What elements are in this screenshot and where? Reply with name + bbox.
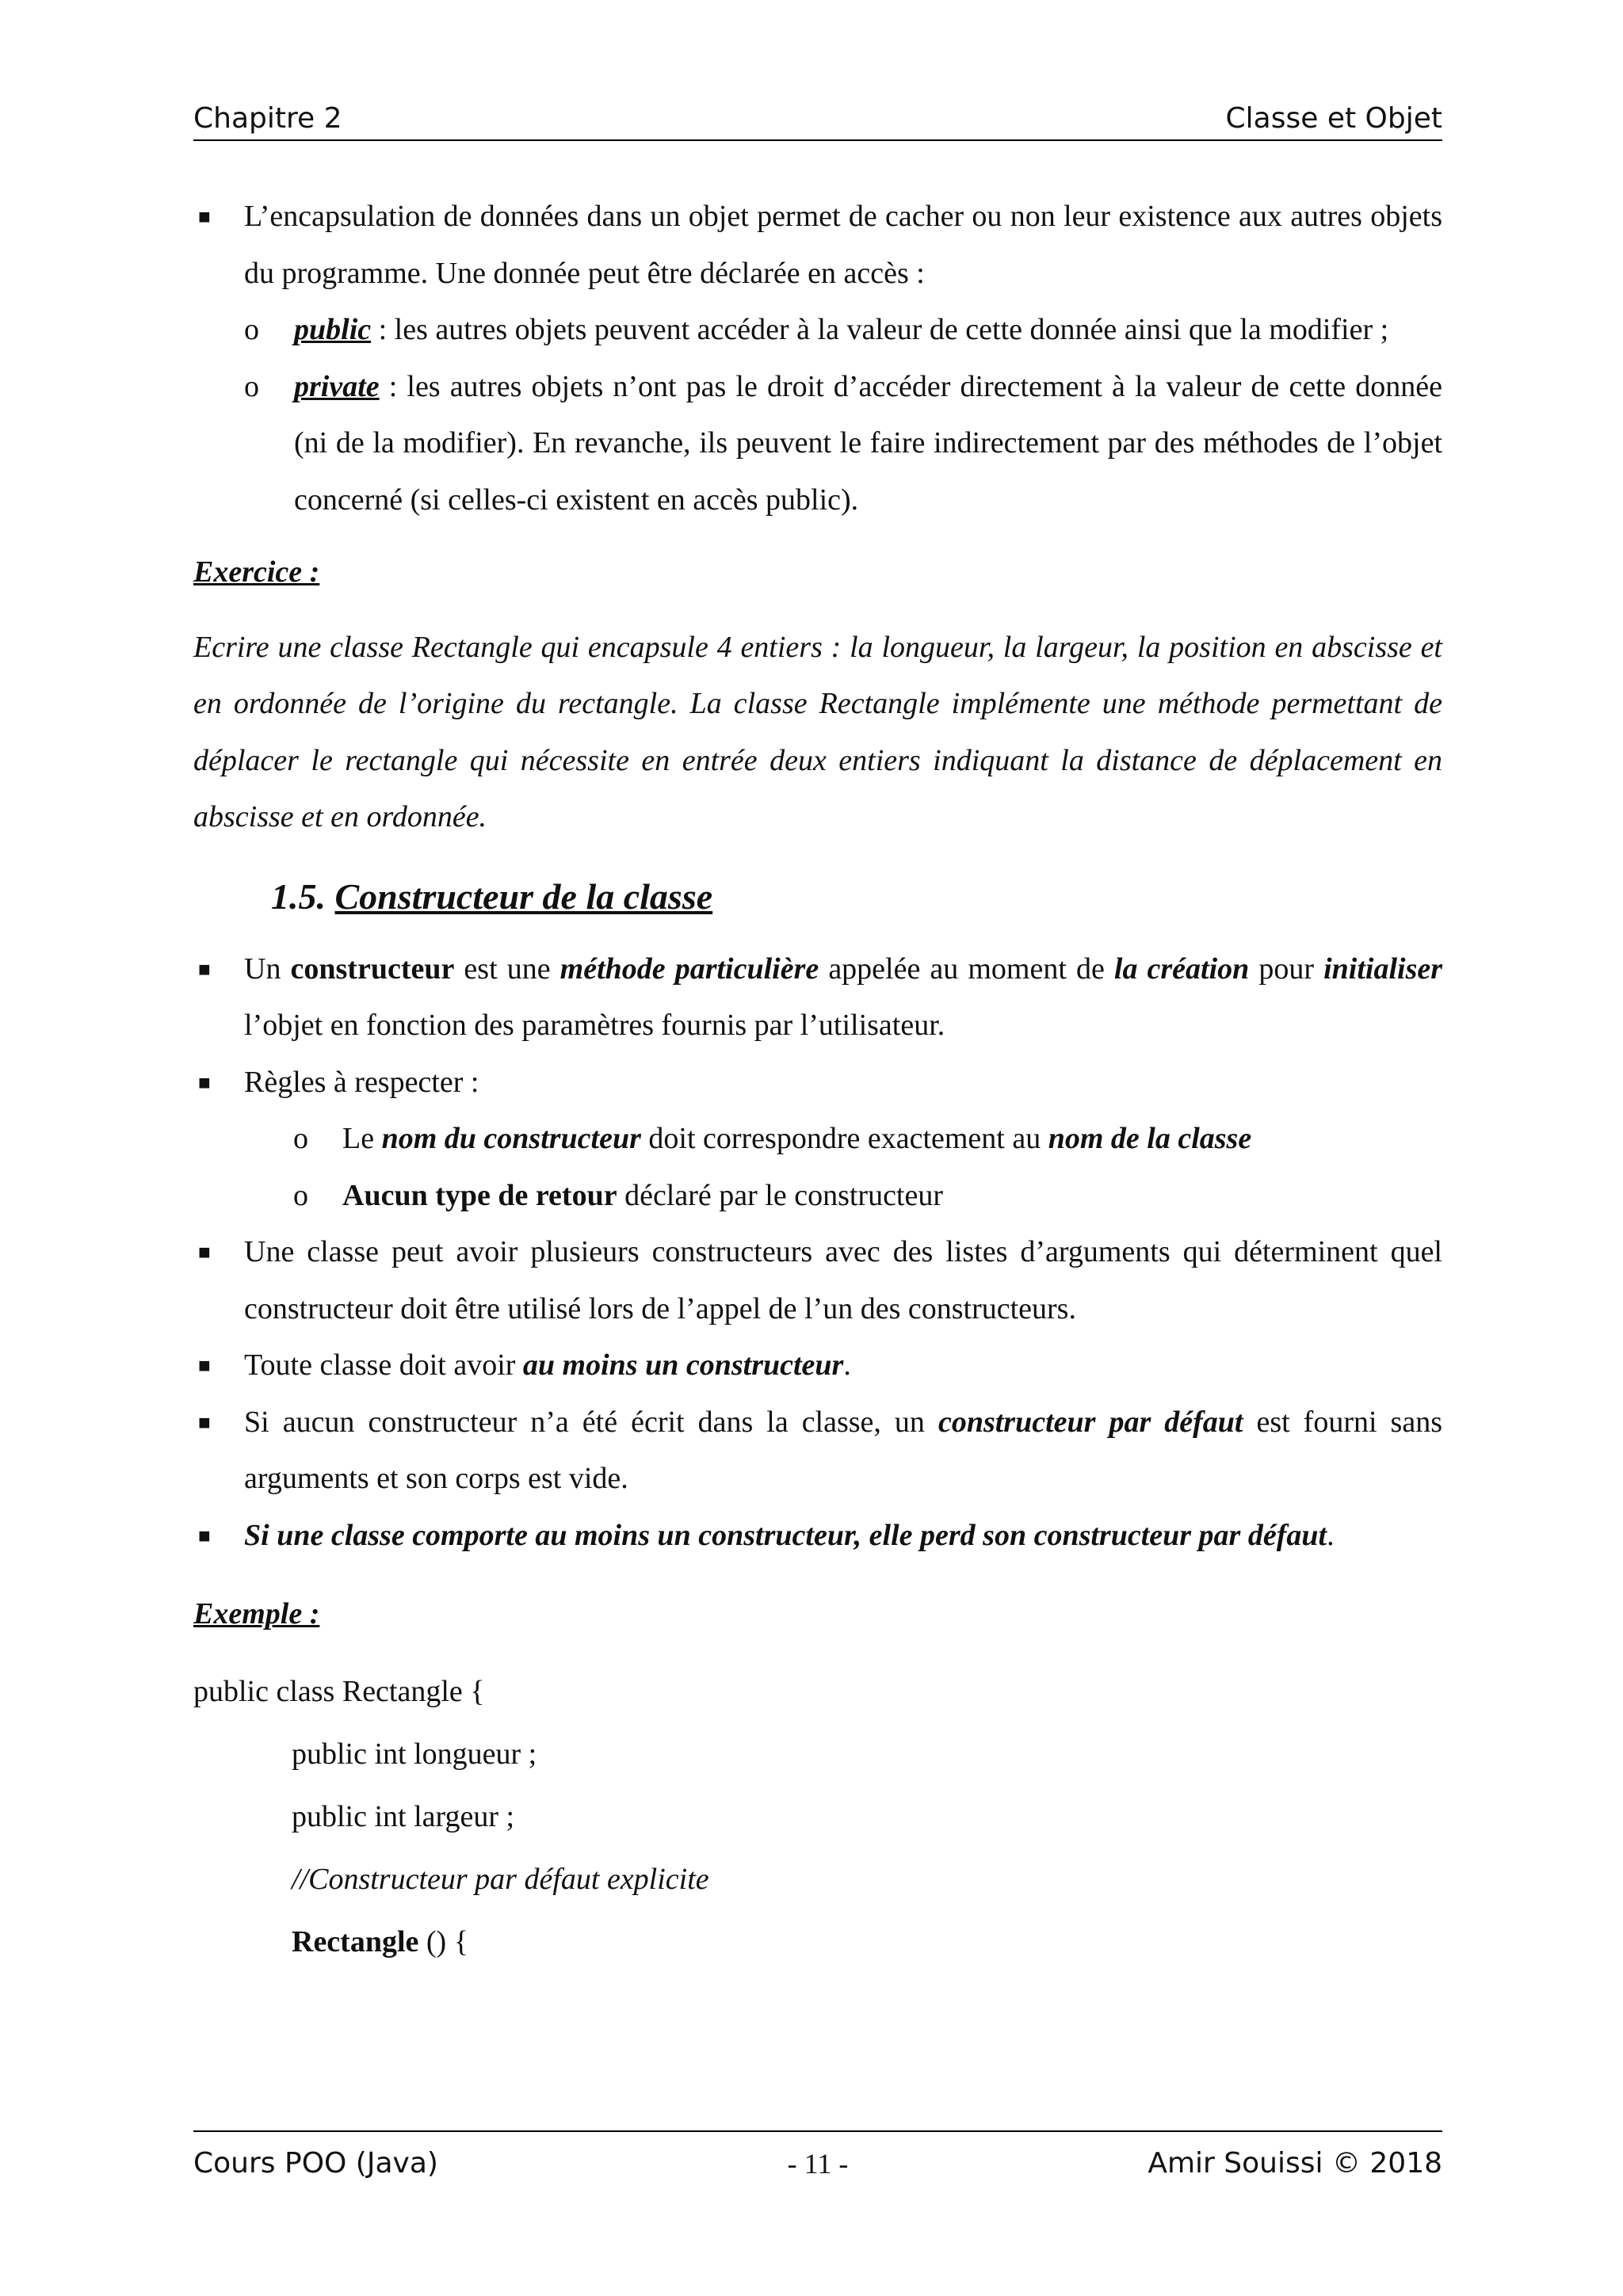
text-run: Si aucun constructeur n’a été écrit dans la classe, un [244,1405,938,1439]
page-number: - 11 - [787,2148,849,2180]
code-line: public int longueur ; [292,1737,537,1771]
square-bullet-icon: ■ [198,957,211,981]
bullet-encapsulation [193,189,1442,302]
text-run: () { [418,1924,468,1958]
bullet-multiple-constructors [193,1224,1442,1337]
text-run: Toute classe doit avoir [244,1348,523,1382]
sub-bullet-private [193,359,1442,529]
private-text: : les autres objets n’ont pas le droit d’accéder directement à la valeur de cette donnée (ni de la modifier). En revanche, ils peuvent le faire indirectement par des méthodes de l’objet concerné (si celles-ci existent en accès public). [294,369,1442,517]
sub-bullet-rule-return [193,1168,1442,1225]
text-run: pour [1249,952,1324,986]
page-header [193,98,1442,141]
code-line: public class Rectangle { [193,1674,485,1708]
square-bullet-icon: ■ [198,205,211,228]
text-run: appelée au moment de [819,952,1114,986]
text-run: Aucun type de retour [342,1178,617,1212]
circle-bullet-icon: o [293,1178,308,1212]
circle-bullet-icon: o [293,1122,308,1155]
encapsulation-text: L’encapsulation de données dans un objet permet de cacher ou non leur existence aux autres objets du programme. Une donnée peut être déclarée en accès : [244,200,1442,290]
square-bullet-icon: ■ [198,1070,211,1094]
text-run: initialiser [1323,952,1443,986]
text-run: Rectangle [292,1924,419,1958]
example-heading: Exemple : [193,1597,320,1630]
text-run: nom du constructeur [381,1122,641,1155]
section-heading [193,864,1442,930]
text-run: constructeur [290,952,455,986]
text-run: nom de la classe [1048,1122,1252,1155]
bullet-default-constructor [193,1394,1442,1508]
text-run: . [1327,1518,1335,1552]
text-run: la création [1113,952,1250,986]
code-line: public int largeur ; [292,1799,515,1833]
page-body [193,189,1442,1974]
text-run: est une [454,952,560,986]
text-run: Le [342,1122,382,1155]
text-run: Une classe peut avoir plusieurs constructeurs avec des listes d’arguments qui déterminent quel constructeur doit être utilisé lors de l’appel de l’un des constructeurs. [244,1235,1442,1325]
circle-bullet-icon: o [244,369,259,403]
exercise-heading: Exercice : [193,555,320,589]
header-chapter: Chapitre 2 [193,102,342,135]
text-run: doit correspondre exactement au [640,1122,1048,1155]
bullet-at-least-one [193,1337,1442,1394]
footer-course: Cours POO (Java) [193,2147,438,2180]
code-block [193,1661,1442,1974]
circle-bullet-icon: o [244,313,259,346]
code-comment: //Constructeur par défaut explicite [292,1862,709,1896]
page-footer [193,2130,1442,2191]
sub-bullet-rule-name [193,1111,1442,1168]
header-title: Classe et Objet [1225,102,1442,135]
public-text: : les autres objets peuvent accéder à la valeur de cette donnée ainsi que la modifier ; [371,313,1389,346]
text-run: déclaré par le constructeur [617,1178,944,1212]
private-keyword: private [294,369,380,403]
text-run: méthode particulière [559,952,819,986]
text-run: au moins un constructeur [522,1348,844,1382]
square-bullet-icon: ■ [198,1524,211,1547]
bullet-constructor-definition [193,941,1442,1055]
text-run: l’objet en fonction des paramètres fournis par l’utilisateur. [244,1009,945,1042]
text-run: est fourni sans arguments et son corps est vide. [244,1405,1442,1495]
sub-bullet-public [193,302,1442,359]
text-run: . [843,1348,851,1382]
bullet-rules [193,1055,1442,1112]
text-run: Un [244,952,291,986]
exercise-text: Ecrire une classe Rectangle qui encapsule 4 entiers : la longueur, la largeur, la position en abscisse et en ordonnée de l’origine du rectangle. La classe Rectangle implémente une méthode permettant de déplacer le rectangle qui nécessite en entrée deux entiers indiquant la distance de déplacement en abscisse et en ordonnée. [193,630,1442,833]
square-bullet-icon: ■ [198,1241,211,1264]
text-run: constructeur par défaut [938,1405,1243,1439]
bullet-loses-default [193,1508,1442,1565]
text-run: Si une classe comporte au moins un constructeur, elle perd son constructeur par défaut [244,1518,1327,1552]
section-title: Constructeur de la classe [334,875,713,917]
rules-text: Règles à respecter : [244,1065,479,1099]
public-keyword: public [294,313,372,346]
square-bullet-icon: ■ [198,1354,211,1377]
code-line [193,1911,1442,1974]
footer-author: Amir Souissi © 2018 [1148,2147,1442,2180]
section-number: 1.5. [271,875,326,917]
square-bullet-icon: ■ [198,1410,211,1434]
